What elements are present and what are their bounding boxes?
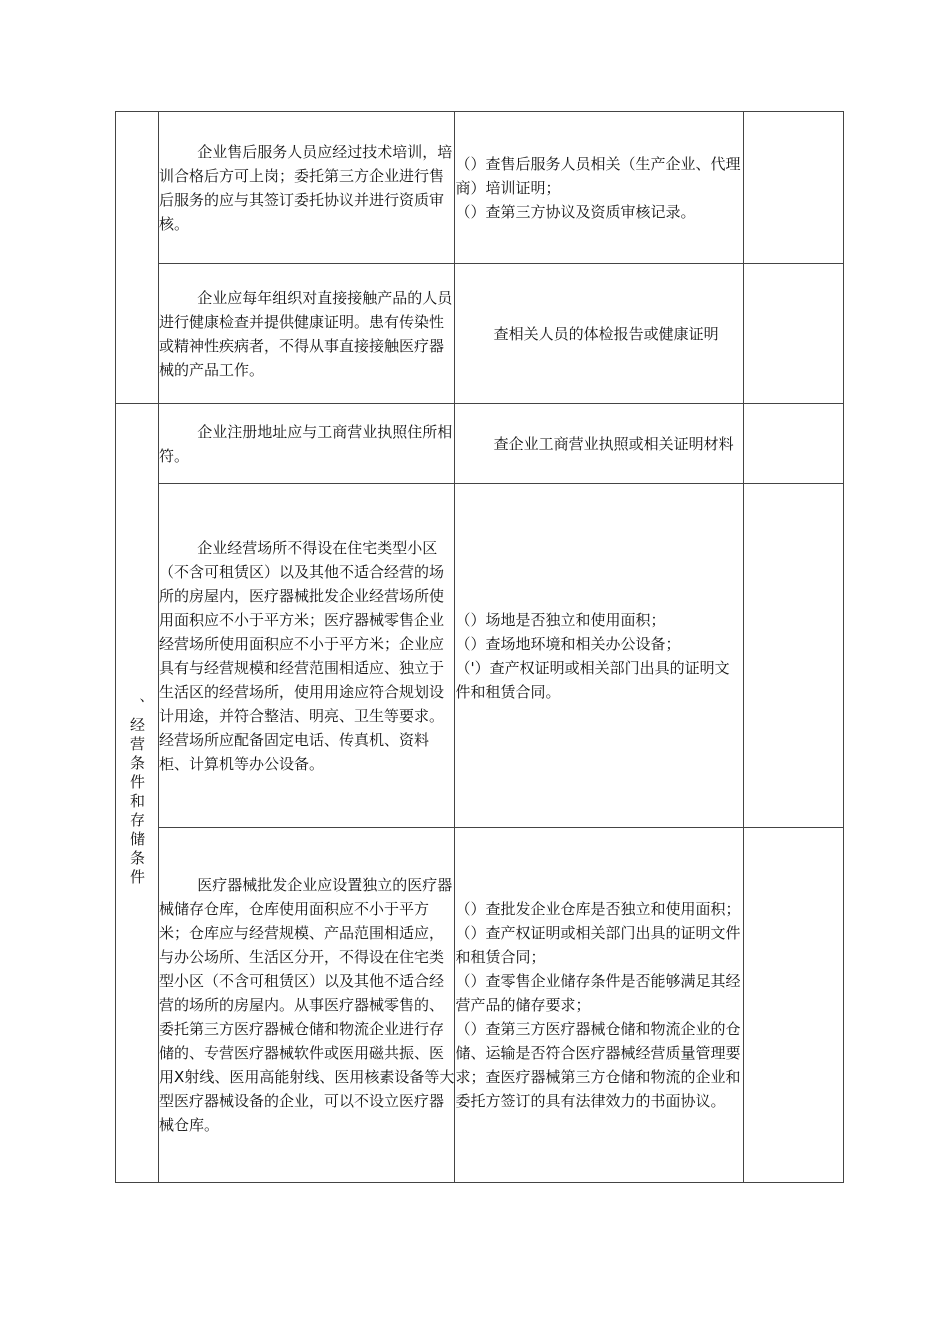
method-text: 查企业工商营业执照或相关证明材料 xyxy=(455,434,734,453)
requirement-cell xyxy=(159,404,455,484)
method-text: （）查售后服务人员相关（生产企业、代理商）培训证明； xyxy=(455,154,741,197)
method-cell xyxy=(455,484,743,828)
requirement-text: 企业应每年组织对直接接触产品的人员进行健康检查并提供健康证明。患有传染性或精神性疾病者，不得从事直接接触医疗器械的产品工作。 xyxy=(159,288,453,379)
result-cell xyxy=(743,264,843,404)
section-2-cell xyxy=(116,404,159,1183)
table-row xyxy=(116,112,844,264)
method-text: 查相关人员的体检报告或健康证明 xyxy=(455,324,719,343)
requirement-cell xyxy=(159,264,455,404)
requirement-cell xyxy=(159,828,455,1183)
result-cell xyxy=(743,404,843,484)
inspection-table xyxy=(115,111,844,1183)
table-row xyxy=(116,828,844,1183)
method-text: （）查产权证明或相关部门出具的证明文件和租赁合同； xyxy=(455,924,741,966)
method-text: （）查批发企业仓库是否独立和使用面积； xyxy=(455,900,741,918)
result-cell xyxy=(743,484,843,828)
requirement-cell xyxy=(159,484,455,828)
table-row xyxy=(116,404,844,484)
method-text: （）场地是否独立和使用面积； xyxy=(455,610,666,629)
requirement-text: 企业注册地址应与工商营业执照住所相符。 xyxy=(159,422,453,465)
method-text: （）查第三方医疗器械仓储和物流企业的仓储、运输是否符合医疗器械经营质量管理要求；查医疗器械第三方仓储和物流的企业和委托方签订的具有法律效力的书面协议。 xyxy=(455,1020,741,1110)
method-cell xyxy=(455,264,743,404)
result-cell xyxy=(743,112,843,264)
method-text: （）查场地环境和相关办公设备； xyxy=(455,634,681,653)
result-cell xyxy=(743,828,843,1183)
table-row xyxy=(116,484,844,828)
requirement-cell xyxy=(159,112,455,264)
requirement-text: 企业售后服务人员应经过技术培训，培训合格后方可上岗；委托第三方企业进行售后服务的应与其签订委托协议并进行资质审核。 xyxy=(159,142,453,233)
method-cell xyxy=(455,828,743,1183)
section-1-cell xyxy=(116,112,159,404)
method-text: （'）查产权证明或相关部门出具的证明文件和租赁合同。 xyxy=(455,658,730,701)
section-title: 、经营条件和存储条件 xyxy=(128,698,147,888)
method-cell xyxy=(455,112,743,264)
requirement-text: 企业经营场所不得设在住宅类型小区（不含可租赁区）以及其他不适合经营的场所的房屋内，医疗器械批发企业经营场所使用面积应不小于平方米；医疗器械零售企业经营场所使用面积应不小于平方米；企业应具有与经营规模和经营范围相适应、独立于生活区的经营场所，使用用途应符合规划设计用途，并符合整洁、明亮、卫生等要求。经营场所应配备固定电话、传真机、资料柜、计算机等办公设备。 xyxy=(159,538,445,773)
method-cell xyxy=(455,404,743,484)
requirement-text: 医疗器械批发企业应设置独立的医疗器械储存仓库，仓库使用面积应不小于平方米；仓库应与经营规模、产品范围相适应，与办公场所、生活区分开，不得设在住宅类型小区（不含可租赁区）以及其他不适合经营的场所的房屋内。从事医疗器械零售的、委托第三方医疗器械仓储和物流企业进行存储的、专营医疗器械软件或医用磁共振、医用X射线、医用高能射线、医用核素设备等大型医疗器械设备的企业，可以不设立医疗器械仓库。 xyxy=(159,876,455,1134)
method-text: （）查零售企业储存条件是否能够满足其经营产品的储存要求； xyxy=(455,972,741,1014)
method-text: （）查第三方协议及资质审核记录。 xyxy=(455,202,696,221)
table-row xyxy=(116,264,844,404)
